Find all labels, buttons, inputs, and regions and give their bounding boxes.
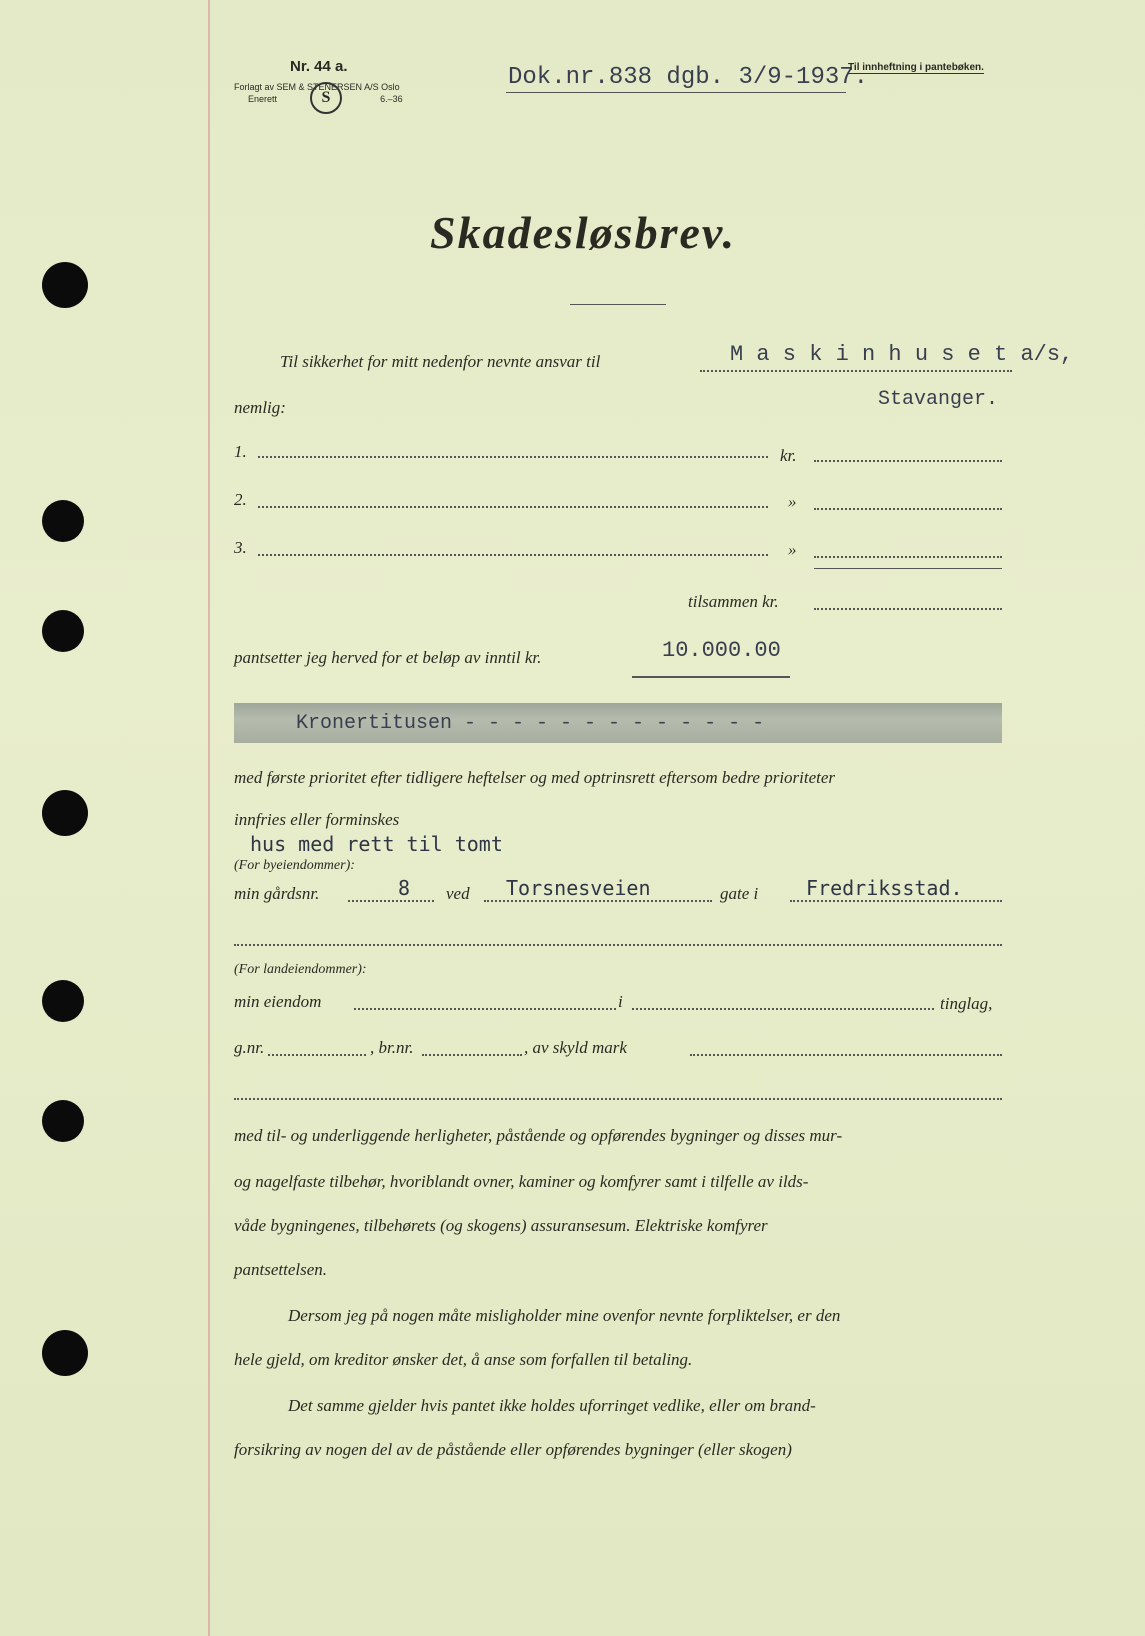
punch-hole [42,262,88,308]
total-line [814,608,1002,610]
gnr-label: g.nr. [234,1038,265,1057]
street-name: Torsnesveien [506,876,651,900]
sum-rule [814,568,1002,569]
doc-ref-underline [506,92,846,93]
title-rule [570,304,666,305]
creditor-city: Stavanger. [878,388,999,411]
blank-line [234,1098,1002,1100]
punch-hole [42,610,84,652]
pledge-text: pantsetter jeg herved for et beløp av inntil kr. [234,648,542,667]
item-number: 3. [234,538,247,557]
item-amount-line [814,508,1002,510]
ved-label: ved [446,884,470,903]
item-line [258,456,768,458]
item-number: 1. [234,442,247,461]
gate-label: gate i [720,884,759,903]
publisher-line: Forlagt av SEM & STENERSEN A/S Oslo [234,82,400,92]
paragraph-3-line-1: Det samme gjelder hvis pantet ikke holdes uforringet vedlike, eller om brand- [288,1396,816,1415]
item-amount-line [814,556,1002,558]
brnr-label: , br.nr. [370,1038,414,1057]
tinglag-line [632,1008,934,1010]
punch-hole [42,790,88,836]
doc-reference: Dok.nr.838 dgb. 3/9-1937. [508,64,869,91]
city-name: Fredriksstad. [806,876,963,900]
gard-number: 8 [398,876,411,900]
punch-hole [42,980,84,1022]
eiendom-label: min eiendom [234,992,322,1011]
i-label: i [618,992,623,1011]
pledge-amount: 10.000.00 [662,638,781,663]
intro-prefix: Til sikkerhet for mitt nedenfor nevnte ansvar til [280,352,601,371]
paragraph-3-line-2: forsikring av nogen del av de påstående eller opførendes bygninger (eller skogen) [234,1440,792,1459]
publisher-logo: S [308,82,344,114]
city-line [790,900,1002,902]
item-unit: » [788,492,797,511]
tinglag-label: tinglag, [940,994,993,1013]
gard-label: min gårdsnr. [234,884,320,903]
page-title: Skadesløsbrev. [430,207,737,258]
city-property-label: (For byeiendommer): [234,858,355,873]
form-number: Nr. 44 a. [290,58,348,75]
priority-line-1: med første prioritet efter tidligere heftelser og med optrinsrett eftersom bedre prioriteter [234,768,836,787]
gard-line [348,900,434,902]
amount-words: Kronertitusen - - - - - - - - - - - - - [296,712,765,735]
punch-hole [42,1100,84,1142]
item-unit: » [788,540,797,559]
priority-line-2: innfries eller forminskes [234,810,400,829]
creditor-line [700,370,1012,372]
item-line [258,554,768,556]
paragraph-1-line-3: våde bygningenes, tilbehørets (og skogens) assuransesum. Elektriske komfyrer [234,1216,768,1235]
skyld-label: , av skyld mark [524,1038,627,1057]
paragraph-1-line-4: pantsettelsen. [234,1260,328,1279]
item-number: 2. [234,490,247,509]
publisher-line-2: Enerett 6.–36 [248,94,403,104]
punch-hole [42,500,84,542]
top-right-note: Til innheftning i pantebøken. [848,62,984,73]
nemlig-label: nemlig: [234,398,286,417]
paragraph-1-line-2: og nagelfaste tilbehør, hvoriblandt ovner, kaminer og komfyrer samt i tilfelle av ilds- [234,1172,809,1191]
paragraph-2-line-1: Dersom jeg på nogen måte misligholder mine ovenfor nevnte forpliktelser, er den [288,1306,841,1325]
eiendom-line [354,1008,616,1010]
item-unit: kr. [780,446,797,465]
punch-hole [42,1330,88,1376]
item-line [258,506,768,508]
item-amount-line [814,460,1002,462]
gnr-line [268,1054,366,1056]
street-line [484,900,712,902]
paragraph-2-line-2: hele gjeld, om kreditor ønsker det, å anse som forfallen til betaling. [234,1350,693,1369]
blank-line [234,944,1002,946]
creditor-name: M a s k i n h u s e t a/s, [730,342,1074,367]
paragraph-1-line-1: med til- og underliggende herligheter, påstående og opførendes bygninger og disses mur- [234,1126,843,1145]
skyld-line [690,1054,1002,1056]
pledge-amount-underline [632,676,790,678]
brnr-line [422,1054,522,1056]
margin-line [208,0,210,1636]
total-label: tilsammen kr. [688,592,779,611]
handwritten-property-note: hus med rett til tomt [250,832,503,856]
rural-property-label: (For landeiendommer): [234,962,367,977]
